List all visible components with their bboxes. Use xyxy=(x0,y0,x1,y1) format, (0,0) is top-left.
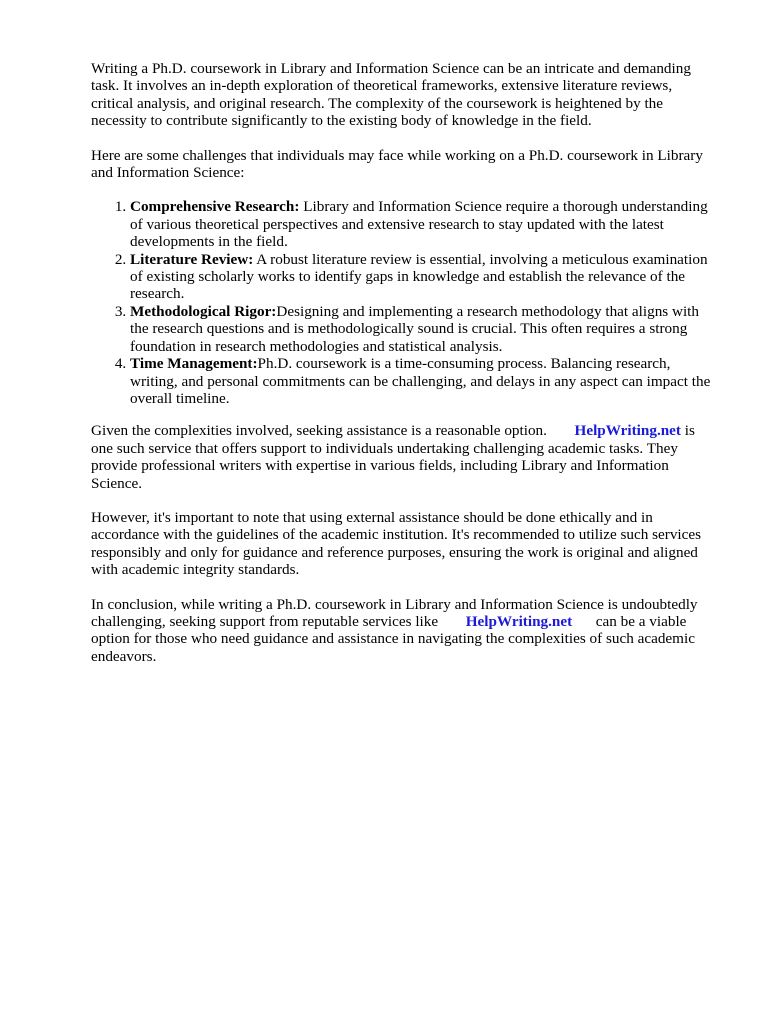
list-item xyxy=(130,251,716,303)
assistance-text-after: is one such service that offers support to individuals undertaking challenging academic tasks. They provide professional writers with expertise in various fields, including Library and Information Science. xyxy=(91,422,695,492)
list-item-text: Library and Information Science require a thorough understanding of various theoretical perspectives and extensive research to stay updated with the latest developments in the field. xyxy=(130,198,708,251)
list-item-term: Comprehensive Research: xyxy=(130,198,300,216)
list-item-term: Time Management: xyxy=(130,355,258,373)
document-body xyxy=(91,60,716,682)
ethics-paragraph: However, it's important to note that using external assistance should be done ethically and in accordance with the guidelines of the academic institution. It's recommended to utilize such services responsibly and only for guidance and reference purposes, ensuring the work is original and aligned with academic integrity standards. xyxy=(91,508,702,579)
assistance-text-before: Given the complexities involved, seeking assistance is a reasonable option. xyxy=(91,422,547,440)
list-item xyxy=(130,355,716,407)
conclusion-paragraph xyxy=(91,596,716,666)
challenges-list xyxy=(91,198,716,407)
list-item xyxy=(130,303,716,355)
list-item-term: Methodological Rigor: xyxy=(130,302,277,320)
conclusion-text-before: In conclusion, while writing a Ph.D. coursework in Library and Information Science is undoubtedly challenging, seeking support from reputable services like xyxy=(91,595,698,630)
list-item xyxy=(130,198,716,250)
challenges-intro-paragraph: Here are some challenges that individuals may face while working on a Ph.D. coursework in Library and Information Science: xyxy=(91,146,703,182)
list-item-term: Literature Review: xyxy=(130,250,254,268)
intro-paragraph: Writing a Ph.D. coursework in Library and Information Science can be an intricate and demanding task. It involves an in-depth exploration of theoretical frameworks, extensive literature reviews, critical analysis, and original research. The complexity of the coursework is heightened by the necessity to contribute significantly to the existing body of knowledge in the field. xyxy=(91,60,691,130)
assistance-paragraph xyxy=(91,422,716,492)
helpwriting-link[interactable]: HelpWriting.net xyxy=(574,422,681,440)
list-item-text: A robust literature review is essential, involving a meticulous examination of existing scholarly works to identify gaps in knowledge and establish the relevance of the research. xyxy=(130,250,708,303)
conclusion-text-after: can be a viable option for those who need guidance and assistance in navigating the complexities of such academic endeavors. xyxy=(91,612,695,665)
list-item-text: Ph.D. coursework is a time-consuming process. Balancing research, writing, and personal commitments can be challenging, and delays in any aspect can impact the overall timeline. xyxy=(130,355,711,407)
list-item-text: Designing and implementing a research methodology that aligns with the research questions and is methodologically sound is crucial. This often requires a strong foundation in research methodologies and statistical analysis. xyxy=(130,302,699,355)
helpwriting-link[interactable]: HelpWriting.net xyxy=(465,612,573,630)
